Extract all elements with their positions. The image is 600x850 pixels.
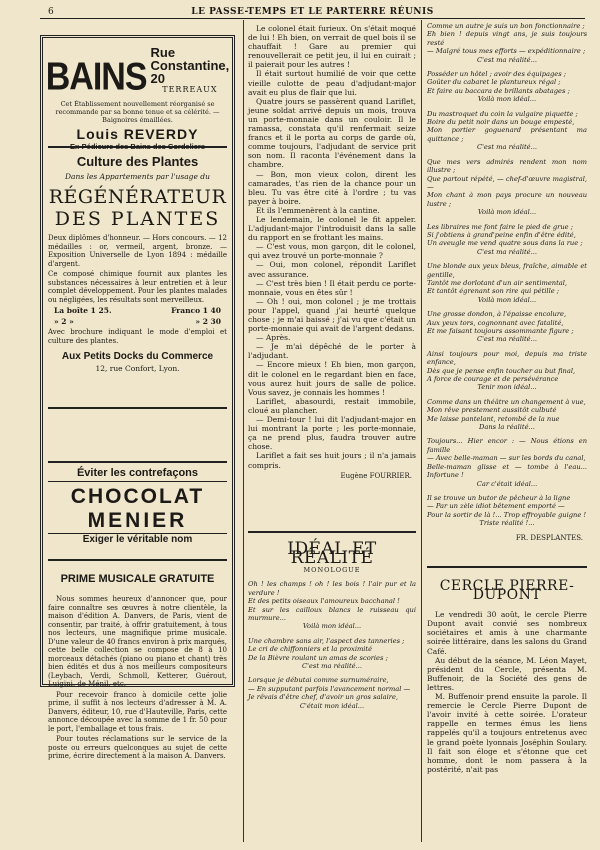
- poem-line: Le cri de chiffonniers et la proximité: [248, 645, 373, 654]
- plantes-brochure: Avec brochure indiquant le mode d'emploi et culture des plantes.: [48, 328, 227, 345]
- poem-line: Comme un autre je suis un bon fonctionnaire ;: [427, 22, 585, 30]
- poem-line: A force de courage et de persévérance: [427, 375, 559, 384]
- poem-line: Pour la sortir de là !... Trop effroyable guigne !: [427, 510, 587, 519]
- poem-line: Je rêvais d'être chef, d'avoir un gros salaire,: [248, 693, 399, 702]
- story-paragraph: Il était surtout humilié de voir que cette vieille culotte de peau d'adjudant-major avait eu plus de flair que lui.: [248, 69, 416, 97]
- poem-stanza: [427, 110, 587, 152]
- poem-line: Lorsque je débutai comme surnuméraire,: [248, 676, 389, 685]
- menier-brand-2: MENIER: [87, 509, 188, 532]
- poem-line: Voilà mon idéal...: [477, 208, 537, 217]
- poem-line: C'est ma réalité...: [301, 661, 363, 670]
- running-title: LE PASSE-TEMPS ET LE PARTERRE RÉUNIS: [191, 7, 434, 17]
- poem-line: Du mastroquet du coin la vulgaire piquette ;: [427, 109, 578, 118]
- poem-stanza: [427, 223, 587, 257]
- price-row-1: [54, 306, 221, 315]
- story-paragraph: Le colonel était furieux. On s'était moqué de lui ! Eh bien, on verrait de quel bois il se chauffait ! Gare au premier qui renouvellerait ce petit jeu, il lui en cuirait ; il paierait pour les autres !: [248, 24, 416, 70]
- poem-stanza: [427, 70, 587, 104]
- poem-stanza: [427, 262, 587, 304]
- price-1-right: Franco 1 40: [171, 306, 221, 315]
- poem-continued: [427, 22, 587, 543]
- poem-line: Ainsi toujours pour moi, depuis ma triste enfance,: [427, 349, 587, 367]
- poem-line: Voilà mon idéal...: [302, 622, 362, 631]
- prime-para-1: Nous sommes heureux d'annoncer que, pour faire connaître ses œuvres à notre clientèle, la maison d'édition A. Danvers, de Paris, vient de consentir, par traité, à offrir gratuitement, à tous nos lecteurs, une magnifique prime musicale. D'une valeur de 40 francs environ à prix marqués, cette belle collection se compose de 8 à 10 morceaux détachés (piano ou piano et chant) très bien édités et dus à nos meilleurs compositeurs (Leybach, Verdi, Schmoll, Ketterer, Guérout, Luigini, de Ménil, etc.: [48, 595, 227, 688]
- poem-stanza: [248, 580, 416, 630]
- plantes-store: Aux Petits Docks du Commerce: [61, 351, 214, 362]
- story-text: [248, 24, 416, 470]
- poem-line: Mon chant à mon pays procure un nouveau lustre ;: [427, 191, 587, 208]
- poem-title: IDÉAL ET RÉALITÉ: [287, 539, 377, 569]
- poem-line: Toujours... Hier encor : — Nous étions en famille: [427, 437, 587, 454]
- poem-line: Voilà mon idéal...: [477, 295, 537, 304]
- poem-stanzas-left: [248, 580, 416, 710]
- poem-line: Une grosse dondon, à l'épaisse encolure,: [427, 310, 567, 319]
- poem-line: Une blonde aux yeux bleus, fraîche, aimable et gentille,: [427, 262, 587, 279]
- story-paragraph: — C'est très bien ! Il était perdu ce porte-monnaie, vous en êtes sûr !: [248, 278, 416, 297]
- bains-text: Cet Établissement nouvellement réorganisé se recommande par sa bonne tenue et sa célérité. — Baignoires émaillées.: [55, 100, 220, 124]
- section-rule: [248, 531, 416, 533]
- poem-line: C'est ma réalité...: [476, 335, 538, 344]
- poem-stanza: [248, 676, 416, 710]
- poem-line: C'est ma réalité...: [476, 55, 538, 64]
- menier-brand-1: CHOCOLAT: [70, 485, 205, 508]
- story-paragraph: Le lendemain, le colonel le fit appeler. L'adjudant-major l'introduisit dans la salle du rapport en se frottant les mains.: [248, 214, 416, 243]
- poem-stanza: [427, 158, 587, 217]
- prime-para-3: Pour toutes réclamations sur le service de la poste ou erreurs quelconques au sujet de cette prime, écrire directement à la maison A. Danvers.: [48, 735, 227, 760]
- poem-line: Triste réalité !...: [479, 519, 535, 528]
- menier-warning: Éviter les contrefaçons: [48, 467, 227, 482]
- poem-line: Et faire au baccara de brillants abatages ;: [427, 86, 570, 95]
- poem-stanzas-right: [427, 22, 587, 528]
- ad-spacer: [48, 409, 227, 463]
- story-paragraph: — Oh ! oui, mon colonel ; je me trottais pour l'appel, quand j'ai heurté quelque chose ; je m'ai baissé ; j'ai vu que c'était un porte-monnaie qui avait de l'argent dedans.: [248, 296, 416, 334]
- plantes-name-1: RÉGÉNÉRATEUR: [48, 186, 227, 208]
- poem-line: — Par un zèle idiot bêtement emporté —: [427, 502, 565, 511]
- story-signature: Eugène FOURRIER.: [340, 471, 412, 480]
- story-paragraph: Lariflet a fait ses huit jours ; il n'a jamais compris.: [248, 451, 416, 470]
- bains-street: Rue Constantine, 20: [150, 45, 230, 86]
- advertisement-column: [40, 35, 235, 760]
- poem-line: Et me faisant toujours assommante figure ;: [427, 327, 574, 335]
- price-1-left: La boîte 1 25.: [54, 306, 112, 315]
- poem-line: Les libraires me font faire le pied de grue ;: [427, 222, 573, 231]
- poem-line: — En supputant parfois l'avancement normal —: [248, 684, 411, 693]
- poem-stanza: [427, 310, 587, 344]
- story-paragraph: — Oui, mon colonel, répondit Lariflet avec assurance.: [248, 260, 416, 279]
- plantes-name-2: DES PLANTES: [54, 208, 221, 230]
- plantes-ad: [48, 148, 227, 409]
- price-2-left: » 2 »: [54, 317, 74, 326]
- column-rule-2: [421, 20, 422, 842]
- poem-line: Posséder un hôtel ; avoir des équipages ;: [427, 70, 567, 79]
- bains-title: BAINS: [45, 55, 147, 99]
- cercle-paragraph: Le vendredi 30 août, le cercle Pierre Dupont avait convié ses nombreux sociétaires et amis à une charmante soirée littéraire, dans les salons du Grand Café.: [427, 610, 587, 656]
- poem-line: C'est ma réalité...: [476, 247, 538, 256]
- poem-line: Tenir mon idéal...: [477, 383, 537, 392]
- poem-line: Goûter du cabaret le plantureux régal ;: [427, 78, 561, 87]
- story-paragraph: Et ils l'emmenèrent à la cantine.: [256, 205, 380, 215]
- poem-line: Que mes vers admirés rendent mon nom illustre ;: [427, 157, 587, 175]
- poem-line: Il se trouve un butor de pêcheur à la ligne: [427, 493, 571, 502]
- poem-subtitle: MONOLOGUE: [303, 566, 361, 575]
- poem-line: Boire du petit noir dans un bouge empesté,: [427, 118, 575, 127]
- prime-ad: [48, 561, 227, 761]
- story-paragraph: — Bon, mon vieux colon, dirent les camarades, t'as rien de la chance pour un bleu. Tu vas être cité à l'ordre ; tu vas payer à boire.: [248, 169, 416, 206]
- poem-line: Eh bien ! depuis vingt ans, je suis toujours resté: [427, 30, 587, 47]
- cercle-title: CERCLE PIERRE-DUPONT: [439, 578, 575, 604]
- menier-ad: [48, 463, 227, 561]
- poem-line: C'est ma réalité...: [476, 143, 538, 152]
- price-row-2: [54, 317, 221, 326]
- poem-line: — Malgré tous mes efforts — expéditionnaire ;: [427, 47, 586, 56]
- poem-line: Belle-maman glisse et — tombe à l'eau... Infortune !: [427, 462, 587, 480]
- story-paragraph: Quatre jours se passèrent quand Lariflet, jeune soldat arrivé depuis un mois, trouva un porte-monnaie dans un couloir. Il le ramassa, constata qu'il renfermait seize francs et il le porta au corps de garde où, comme toujours, l'adjudant de service prit son nom. Il raconta l'événement dans la chambre.: [248, 96, 416, 170]
- poem-line: Aux yeux tors, cognonnant avec fatalité,: [427, 318, 564, 327]
- poem-line: Un aveugle me vend quatre sous dans la rue ;: [427, 239, 583, 248]
- poem-line: — Avec belle-maman — sur les bords du canal,: [427, 454, 586, 463]
- bains-area: TERREAUX: [162, 85, 218, 94]
- story-paragraph: — C'est vous, mon garçon, dit le colonel, qui avez trouvé un porte-monnaie ?: [248, 242, 416, 261]
- poem-line: Oh ! les champs ! oh ! les bois ! l'air pur et la verdure !: [248, 580, 416, 597]
- poem-line: Que partout répété, — chef-d'œuvre magistral, —: [427, 174, 587, 191]
- plantes-address: 12, rue Confort, Lyon.: [95, 364, 180, 373]
- poem-line: Voilà mon idéal...: [477, 95, 537, 104]
- poem-line: C'était mon idéal...: [299, 701, 365, 710]
- bains-ad: [45, 45, 230, 151]
- prime-para-2: Pour recevoir franco à domicile cette jolie prime, il suffit à nos lecteurs d'adresser à M. A. Danvers, éditeur, 10, rue d'Hauteville, Paris, cette annonce découpée avec la somme de 1 fr. 50 pour le port, l'emballage et tous frais.: [48, 690, 227, 733]
- bains-owner: Louis REVERDY: [76, 126, 199, 142]
- page-number: 6: [48, 7, 55, 17]
- plantes-description: Ce composé chimique fournit aux plantes les substances nécessaires à leur entretien et à leur complet développement. Pour les plantes malades ou négligées, les résultats sont merveilleux.: [48, 270, 227, 304]
- price-2-right: » 2 30: [195, 317, 221, 326]
- cercle-paragraph: M. Buffenoir prend ensuite la parole. Il remercie le Cercle Pierre Dupont de l'avoir invité à cette soirée. L'orateur rappelle en termes émus les liens rappelés qu'il a toujours entretenus avec le grand poète lyonnais Joséphin Soulary. Il fait son éloge et s'étonne que cet homme, dont le nom passera à la postérité, n'ait pas: [427, 692, 587, 774]
- poem-stanza: [427, 22, 587, 64]
- running-header: [40, 4, 585, 19]
- poem-line: Et des petits oiseaux l'amoureux bacchanal !: [248, 597, 400, 606]
- poem-signature: FR. DESPLANTES.: [515, 533, 583, 542]
- poem-stanza: [427, 494, 587, 528]
- poem-stanza: [427, 398, 587, 432]
- poem-line: Me laisse pantelant, retombé de la nue: [427, 414, 560, 423]
- bains-former: Ex-Pédicure des Bains des Cordeliers: [69, 142, 206, 151]
- poem-line: Une chambre sans air, l'aspect des tanneries ;: [248, 636, 405, 645]
- cercle-text: [427, 610, 587, 774]
- story-paragraph: — Demi-tour ! lui dit l'adjudant-major en lui montrant la porte ; les porte-monnaie, ça ne prend plus, faudra trouver autre chose.: [248, 415, 416, 452]
- poem-line: Dans la réalité...: [479, 423, 535, 432]
- plantes-awards: Deux diplômes d'honneur. — Hors concours. — 12 médailles : or, vermeil, argent, bronze. — Exposition Universelle de Lyon 1894 : médaille d'argent.: [48, 234, 227, 268]
- poem-stanza: [427, 437, 587, 487]
- plantes-subtitle: Dans les Appartements par l'usage du: [65, 172, 210, 181]
- section-rule-2: [427, 566, 587, 568]
- cercle-paragraph: Au début de la séance, M. Léon Mayet, président du Cercle, présenta M. Buffenoir, de la Société des gens de lettres.: [427, 655, 587, 692]
- poem-section: [248, 539, 416, 716]
- menier-demand: Exiger le véritable nom: [48, 533, 227, 545]
- cercle-article: [427, 578, 587, 774]
- poem-line: De la Bièvre roulant un amas de scories ;: [248, 653, 388, 662]
- poem-line: Si j'obtiens à grand'peine enfin d'être édité,: [427, 230, 576, 239]
- story-paragraph: — Je m'ai dépêché de le porter à l'adjudant.: [248, 342, 416, 361]
- poem-line: Comme dans un théâtre un changement à vue,: [427, 397, 586, 406]
- story-paragraph: — Après.: [256, 333, 291, 343]
- poem-line: Car c'était idéal...: [476, 479, 538, 488]
- poem-stanza: [427, 350, 587, 392]
- plantes-title: Culture des Plantes: [76, 154, 199, 169]
- poem-line: Dès que je pense enfin toucher au but final,: [427, 366, 576, 375]
- poem-line: Et tantôt égrenant son rire qui pétille ;: [427, 287, 560, 296]
- story-paragraph: Lariflet, abasourdi, restait immobile, cloué au plancher.: [248, 396, 416, 415]
- poem-stanza: [248, 637, 416, 671]
- story-paragraph: — Encore mieux ! Eh bien, mon garçon, dit le colonel en le regardant bien en face, vous aurez huit jours de salle de police. Vous savez, je connais les hommes !: [248, 360, 416, 397]
- poem-line: Mon rêve prestement aussitôt culbuté: [427, 406, 557, 415]
- poem-line: Mon portier goguenard présentant ma quittance ;: [427, 126, 587, 143]
- column-rule-1: [243, 20, 244, 842]
- poem-line: Et sur les cailloux blancs le ruisseau qui murmure...: [248, 605, 416, 622]
- prime-title: PRIME MUSICALE GRATUITE: [60, 573, 215, 585]
- poem-line: Tantôt me dorlotant d'un air sentimental,: [427, 278, 568, 287]
- story-column: [248, 24, 416, 481]
